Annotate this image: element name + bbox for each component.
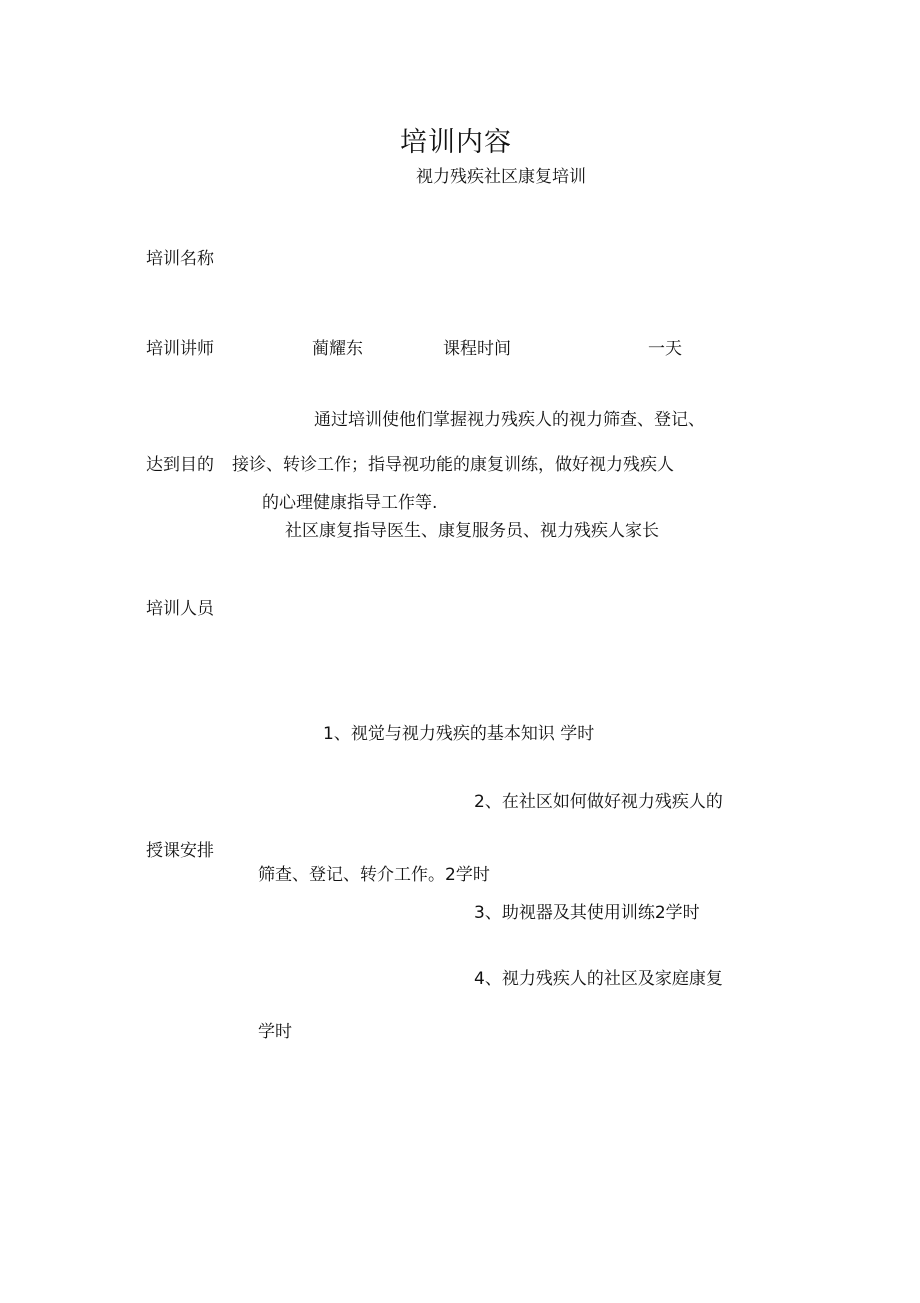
page-title: 培训内容 [400, 127, 512, 158]
instructor-label: 培训讲师 [146, 339, 214, 359]
goal-line-2: 接诊、转诊工作；指导视功能的康复训练，做好视力残疾人 [232, 455, 674, 475]
instructor-value: 蔺耀东 [312, 339, 363, 359]
goal-label: 达到目的 [146, 455, 214, 475]
schedule-item-2: 2、在社区如何做好视力残疾人的 [474, 792, 723, 812]
duration-value: 一天 [648, 339, 682, 359]
page-subtitle: 视力残疾社区康复培训 [416, 167, 586, 187]
goal-line-3: 的心理健康指导工作等. [262, 493, 438, 513]
schedule-label: 授课安排 [146, 841, 214, 861]
schedule-item-1: 1、视觉与视力残疾的基本知识 学时 [323, 724, 595, 744]
duration-label: 课程时间 [443, 339, 511, 359]
goal-line-1: 通过培训使他们掌握视力残疾人的视力筛查、登记、 [314, 410, 705, 430]
schedule-item-4: 4、视力残疾人的社区及家庭康复 [474, 969, 723, 989]
schedule-item-4-cont: 学时 [258, 1022, 292, 1042]
participants-label: 培训人员 [146, 599, 214, 619]
schedule-item-2-cont: 筛查、登记、转介工作。2学时 [258, 865, 490, 885]
training-name-label: 培训名称 [146, 249, 214, 269]
schedule-item-3: 3、助视器及其使用训练2学时 [474, 903, 700, 923]
participants-value: 社区康复指导医生、康复服务员、视力残疾人家长 [285, 521, 659, 541]
